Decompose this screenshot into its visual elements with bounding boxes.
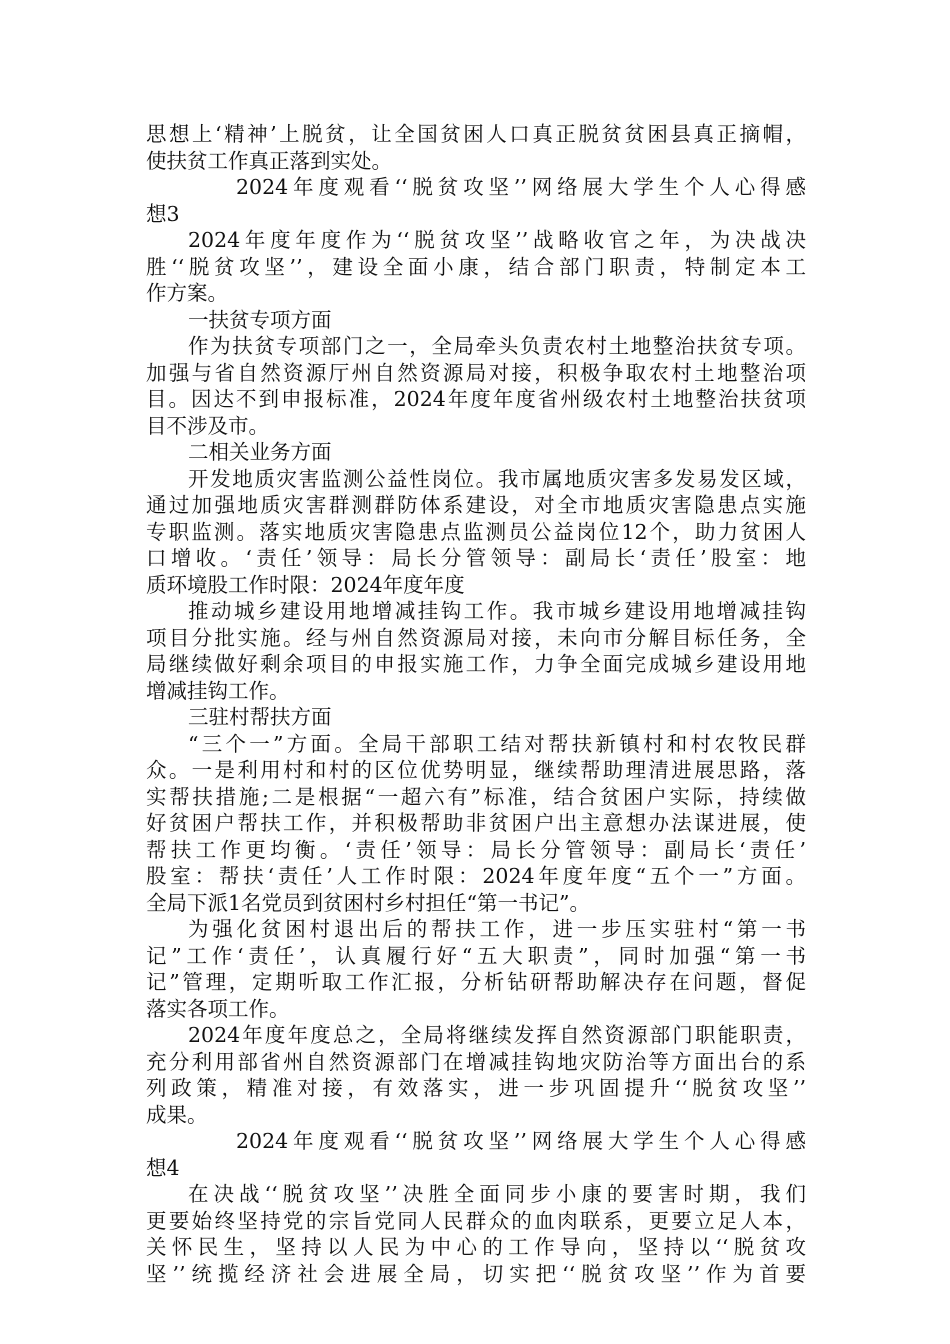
document-body (146, 121, 806, 1287)
text-line: “三个一”方面。全局干部职工结对帮扶新镇村和村农牧民群 (188, 731, 806, 756)
text-line: 为强化贫困村退出后的帮扶工作，进一步压实驻村“第一书 (188, 917, 806, 941)
text-line: 增减挂钩工作。 (146, 678, 290, 703)
text-line: 思想上‘精神’上脱贫，让全国贫困人口真正脱贫贫困县真正摘帽， (146, 122, 806, 146)
text-line: 胜‘‘脱贫攻坚’’，建设全面小康，结合部门职责，特制定本工 (146, 254, 806, 279)
text-line: 2024年度年度总之，全局将继续发挥自然资源部门职能职责， (188, 1023, 806, 1047)
text-line: 成果。 (146, 1102, 208, 1127)
section-heading-line: 2024年度观看‘‘脱贫攻坚’’网络展大学生个人心得感 (236, 175, 806, 199)
text-line: 专职监测。落实地质灾害隐患点监测员公益岗位12个，助力贫困人 (146, 519, 806, 544)
text-line: 众。一是利用村和村的区位优势明显，继续帮助理清进展思路，落 (146, 758, 806, 782)
text-line: 落实各项工作。 (146, 996, 290, 1021)
text-line: 使扶贫工作真正落到实处。 (146, 148, 392, 173)
text-line: 记”管理，定期听取工作汇报，分析钻研帮助解决存在问题，督促 (146, 970, 806, 994)
text-line: 想3 (146, 201, 180, 226)
text-line: 目。因达不到申报标准，2024年度年度省州级农村土地整治扶贫项 (146, 387, 806, 411)
section-heading-line: 2024年度观看‘‘脱贫攻坚’’网络展大学生个人心得感 (236, 1129, 806, 1153)
text-line: 目不涉及市。 (146, 413, 269, 438)
text-line: 全局下派1名党员到贫困村乡村担任“第一书记”。 (146, 890, 591, 915)
text-line: 充分利用部省州自然资源部门在增减挂钩地灾防治等方面出台的系 (146, 1049, 806, 1074)
text-line: 局继续做好剩余项目的申报实施工作，力争全面完成城乡建设用地 (146, 652, 806, 676)
text-line: 关怀民生，坚持以人民为中心的工作导向，坚持以‘‘脱贫攻 (146, 1235, 806, 1259)
text-line: 帮扶工作更均衡。‘责任’领导：局长分管领导：副局长‘责任’ (146, 837, 806, 862)
text-line: 坚’’统揽经济社会进展全局，切实把‘‘脱贫攻坚’’作为首要 (146, 1261, 806, 1286)
text-line: 一扶贫专项方面 (188, 307, 332, 332)
text-line: 好贫困户帮扶工作，并积极帮助非贫困户出主意想办法谋进展，使 (146, 811, 806, 835)
text-line: 项目分批实施。经与州自然资源局对接，未向市分解目标任务，全 (146, 625, 806, 650)
text-line: 更要始终坚持党的宗旨党同人民群众的血肉联系，更要立足人本， (146, 1208, 806, 1233)
text-line: 列政策，精准对接，有效落实，进一步巩固提升‘‘脱贫攻坚’’ (146, 1076, 806, 1100)
text-line: 在决战‘‘脱贫攻坚’’决胜全面同步小康的要害时期，我们 (188, 1182, 806, 1206)
text-line: 作为扶贫专项部门之一，全局牵头负责农村土地整治扶贫专项。 (188, 334, 806, 358)
text-line: 股室：帮扶‘责任’人工作时限：2024年度年度“五个一”方面。 (146, 864, 806, 888)
text-line: 加强与省自然资源厅州自然资源局对接，积极争取农村土地整治项 (146, 360, 806, 385)
text-line: 想4 (146, 1155, 180, 1180)
text-line: 开发地质灾害监测公益性岗位。我市属地质灾害多发易发区域， (188, 466, 806, 491)
text-line: 二相关业务方面 (188, 440, 332, 464)
text-line: 实帮扶措施;二是根据“一超六有”标准，结合贫困户实际，持续做 (146, 784, 806, 809)
text-line: 作方案。 (146, 281, 228, 305)
text-line: 质环境股工作时限：2024年度年度 (146, 572, 465, 597)
text-line: 2024年度年度作为‘‘脱贫攻坚’’战略收官之年，为决战决 (188, 228, 806, 252)
text-line: 口增收。‘责任’领导：局长分管领导：副局长‘责任’股室：地 (146, 546, 806, 570)
text-line: 记”工作‘责任’，认真履行好“五大职责”，同时加强“第一书 (146, 943, 806, 968)
text-line: 通过加强地质灾害群测群防体系建设，对全市地质灾害隐患点实施 (146, 493, 806, 517)
text-line: 三驻村帮扶方面 (188, 705, 332, 729)
text-line: 推动城乡建设用地增减挂钩工作。我市城乡建设用地增减挂钩 (188, 599, 806, 623)
